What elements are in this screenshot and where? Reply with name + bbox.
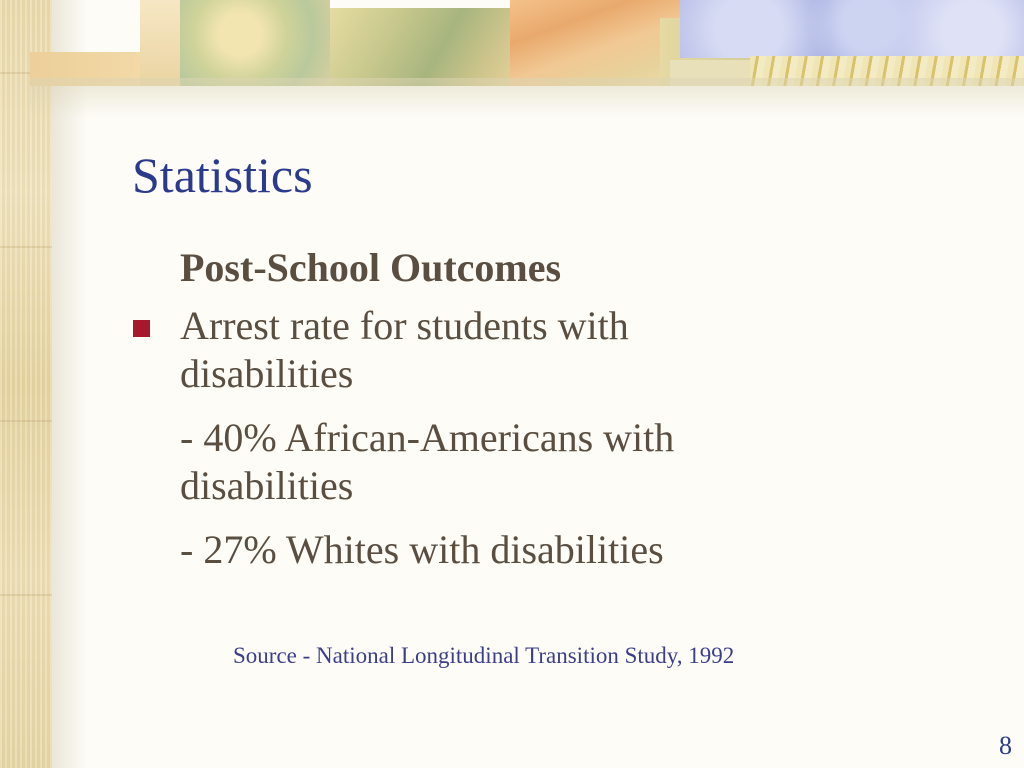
banner-tile: [680, 0, 1024, 58]
subheading: Post-School Outcomes: [180, 245, 562, 290]
banner-tile: [330, 8, 530, 86]
square-bullet-icon: [133, 320, 150, 337]
bullet-item: [180, 302, 880, 398]
source-citation: Source - National Longitudinal Transition Study, 1992: [233, 643, 735, 668]
decorative-banner: [30, 0, 1024, 86]
banner-tile: [510, 0, 680, 86]
sub-item: [180, 526, 880, 574]
bullet-text-line: Arrest rate for students with: [180, 303, 629, 348]
sub-item: [180, 414, 880, 510]
sub-item-line: - 27% Whites with disabilities: [180, 527, 664, 572]
banner-shadow: [30, 78, 1024, 118]
sub-item-line: - 40% African-Americans with: [180, 415, 675, 460]
slide-body: [180, 244, 880, 574]
banner-tile: [180, 0, 330, 86]
bullet-text-line: disabilities: [180, 351, 354, 396]
slide-title: Statistics: [132, 147, 313, 203]
sub-item-line: disabilities: [180, 463, 354, 508]
page-number: 8: [999, 731, 1012, 760]
